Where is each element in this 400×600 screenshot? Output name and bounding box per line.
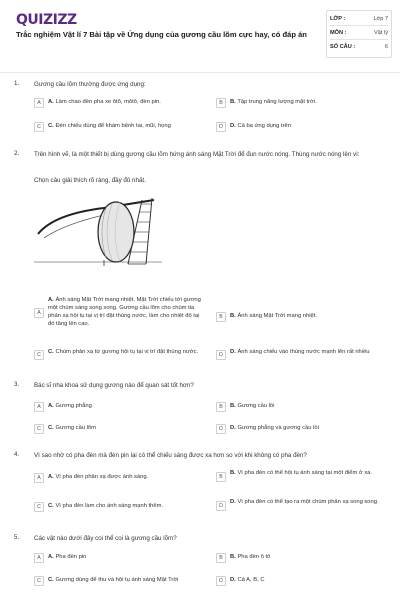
option-lead: B. [230, 470, 236, 476]
option-letter: D [216, 501, 226, 511]
question-text: Vì sao nhờ có pha đèn mà đèn pin lại có thể chiếu sáng được xa hơn so với khi không có pha đèn? [34, 452, 307, 459]
option-text: Pha đèn pin [55, 554, 87, 560]
option-letter: C [34, 122, 44, 132]
option-letter: D [216, 122, 226, 132]
worksheet-title: Trắc nghiệm Vật lí 7 Bài tập về Ứng dụng của gương cầu lõm cực hay, có đáp án [16, 30, 307, 39]
option-b[interactable] [216, 312, 386, 322]
option-c[interactable] [34, 502, 204, 512]
option-text: Đèn chiếu dùng để khám bệnh tai, mũi, họng [55, 123, 171, 129]
meta-row-count [330, 40, 388, 54]
option-text: Cả ba ứng dụng trên [237, 123, 291, 129]
option-text: Vì pha đèn làm cho ánh sáng mạnh thêm. [55, 503, 164, 509]
option-a[interactable] [34, 402, 204, 412]
option-text: Gương cầu lõm [55, 425, 96, 431]
option-letter: A [34, 98, 44, 108]
option-c[interactable] [34, 424, 204, 434]
option-c[interactable] [34, 576, 214, 586]
option-text: Gương phẳng [55, 403, 92, 409]
option-letter: C [34, 350, 44, 360]
worksheet-header [0, 0, 400, 72]
option-text: Làm chao đèn pha xe ôtô, môtô, đèn pin. [55, 99, 161, 105]
meta-row-subject [330, 26, 388, 40]
meta-row-class [330, 12, 388, 26]
option-lead: A. [48, 297, 54, 303]
question-text: Các vật nào dưới đây coi thể coi là gương cầu lõm? [34, 535, 177, 542]
option-text: Pha đèn ô tô [237, 554, 271, 560]
option-text: Ánh sáng chiếu vào thùng nước mạnh lên rất nhiều [237, 349, 370, 355]
option-d[interactable] [216, 576, 386, 586]
option-text: Vì pha đèn có thể hội tụ ánh sáng tại một điểm ở xa. [237, 470, 373, 476]
question-number: 1. [14, 80, 20, 87]
option-b[interactable] [216, 402, 386, 412]
option-text: Gương phẳng và gương cầu lồi [237, 425, 319, 431]
option-lead: C. [48, 349, 54, 355]
option-c[interactable] [34, 348, 210, 360]
option-text: Ánh sáng Mặt Trời mang nhiệt. Mặt Trời chiếu tới gương một chùm sáng song song. Gương cầu lõm cho chùm tia phản xạ hội tụ tại vị trí đặt thùng nước, làm cho nhiệt độ tại đó tăng lên cao. [48, 297, 201, 327]
option-letter: A [34, 473, 44, 483]
option-letter: C [34, 424, 44, 434]
quizizz-logo: QUIZIZZ [16, 12, 77, 28]
option-lead: B. [230, 99, 236, 105]
option-letter: D [216, 576, 226, 586]
option-a[interactable] [34, 296, 206, 328]
option-text: Gương dùng để thu và hội tụ ánh sáng Mặt Trời [55, 577, 179, 583]
option-a[interactable] [34, 473, 204, 483]
option-letter: A [34, 308, 44, 318]
question-text: Bác sĩ nha khoa sử dụng gương nào để quan sát tốt hơn? [34, 382, 194, 389]
meta-info [330, 12, 388, 54]
option-lead: A. [48, 99, 54, 105]
meta-key: LỚP : [330, 15, 346, 22]
option-lead: A. [48, 554, 54, 560]
question-text: Trên hình vẽ, là một thiết bị dùng gương cầu lõm hứng ánh sáng Mặt Trời để đun nước nóng. Thùng nước nóng lên vì: [34, 151, 360, 158]
option-lead: D. [230, 499, 236, 505]
option-text: Gương cầu lồi [237, 403, 275, 409]
option-a[interactable] [34, 98, 204, 108]
option-lead: A. [48, 403, 54, 409]
option-lead: B. [230, 554, 236, 560]
option-d[interactable] [216, 348, 386, 360]
option-lead: B. [230, 403, 236, 409]
option-letter: D [216, 350, 226, 360]
option-letter: B [216, 98, 226, 108]
option-letter: B [216, 312, 226, 322]
question-subtext: Chọn câu giải thích rõ ràng, đầy đủ nhất. [34, 177, 146, 184]
header-divider [0, 72, 400, 73]
option-b[interactable] [216, 98, 386, 108]
option-letter: B [216, 472, 226, 482]
option-text: Tập trung năng lượng mặt trời. [237, 99, 317, 105]
option-lead: C. [48, 123, 54, 129]
meta-value: Vật lý [374, 29, 388, 36]
option-lead: A. [48, 474, 54, 480]
option-text: Cả A, B, C [237, 577, 265, 583]
option-letter: B [216, 553, 226, 563]
option-lead: D. [230, 123, 236, 129]
option-lead: D. [230, 577, 236, 583]
option-letter: D [216, 424, 226, 434]
option-letter: C [34, 502, 44, 512]
question-number: 5. [14, 534, 20, 541]
option-a[interactable] [34, 553, 204, 563]
meta-key: MÔN : [330, 29, 347, 36]
option-b[interactable] [216, 469, 388, 482]
option-text: Chùm phản xạ từ gương hội tụ tại vị trí đặt thùng nước. [55, 349, 199, 355]
option-lead: C. [48, 577, 54, 583]
meta-key: SỐ CÂU : [330, 44, 356, 50]
option-d[interactable] [216, 122, 386, 132]
option-lead: D. [230, 349, 236, 355]
option-lead: C. [48, 425, 54, 431]
option-lead: C. [48, 503, 54, 509]
option-letter: B [216, 402, 226, 412]
option-lead: D. [230, 425, 236, 431]
option-c[interactable] [34, 122, 214, 132]
question-number: 3. [14, 381, 20, 388]
question-text: Gương cầu lõm thường được ứng dụng: [34, 81, 146, 88]
meta-value: Lớp 7 [373, 15, 388, 22]
option-text: Ánh sáng Mặt Trời mang nhiệt. [237, 313, 317, 319]
question-number: 4. [14, 451, 20, 458]
option-d[interactable] [216, 498, 388, 511]
question-number: 2. [14, 150, 20, 157]
option-text: Vì pha đèn phản xạ được ánh sáng. [55, 474, 149, 480]
option-d[interactable] [216, 424, 386, 434]
solar-concentrator-image [34, 194, 164, 284]
option-text: Vì pha đèn có thể tạo ra một chùm phản xạ song song. [237, 499, 379, 505]
option-lead: B. [230, 313, 236, 319]
option-b[interactable] [216, 553, 386, 563]
option-letter: A [34, 553, 44, 563]
option-letter: A [34, 402, 44, 412]
meta-value: 6 [384, 44, 388, 50]
option-letter: C [34, 576, 44, 586]
